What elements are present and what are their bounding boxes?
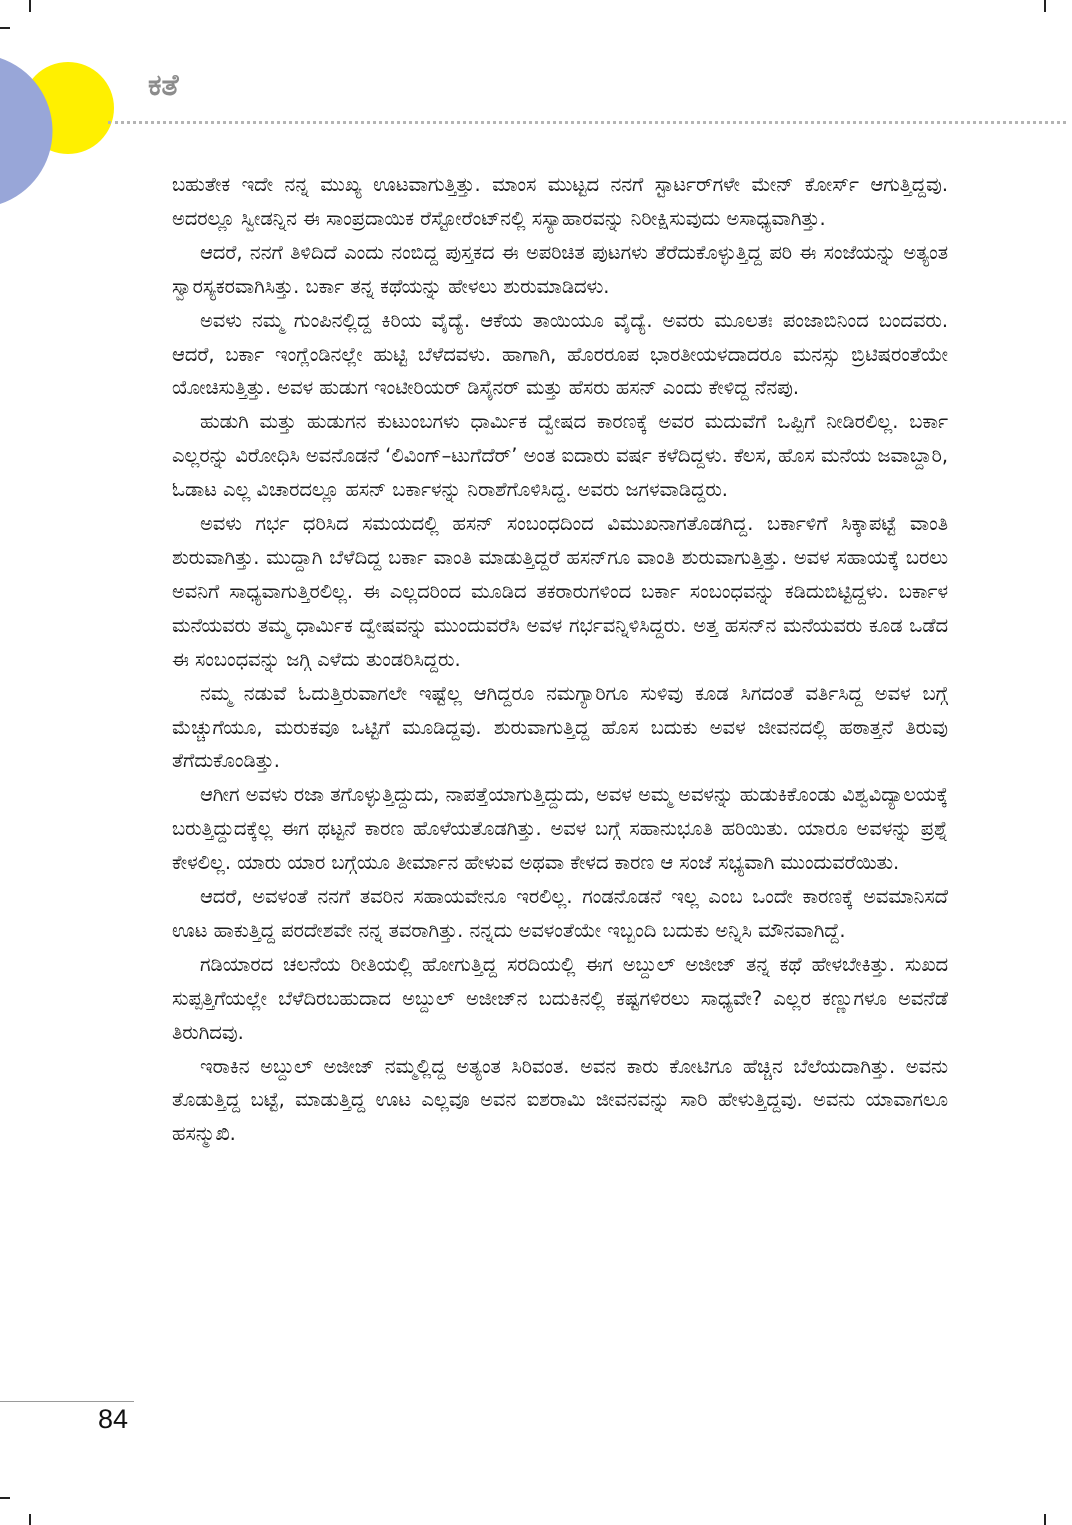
- paragraph: ಗಡಿಯಾರದ ಚಲನೆಯ ರೀತಿಯಲ್ಲಿ ಹೋಗುತ್ತಿದ್ದ ಸರದಿಯಲ್ಲಿ ಈಗ ಅಬ್ದುಲ್ ಅಜೀಜ್ ತನ್ನ ಕಥೆ ಹೇಳಬೇಕಿತ್ತು. ಸುಖದ ಸುಪ್ಪತ್ತಿಗೆಯಲ್ಲೇ ಬೆಳೆದಿರಬಹುದಾದ ಅಬ್ದುಲ್ ಅಜೀಜ್‌ನ ಬದುಕಿನಲ್ಲಿ ಕಷ್ಟಗಳಿರಲು ಸಾಧ್ಯವೇ? ಎಲ್ಲರ ಕಣ್ಣುಗಳೂ ಅವನೆಡೆ ತಿರುಗಿದವು.: [172, 952, 948, 1044]
- paragraph: ಅವಳು ಗರ್ಭ ಧರಿಸಿದ ಸಮಯದಲ್ಲಿ ಹಸನ್ ಸಂಬಂಧದಿಂದ ವಿಮುಖನಾಗತೊಡಗಿದ್ದ. ಬರ್ಕಾಳಿಗೆ ಸಿಕ್ಕಾಪಟ್ಟೆ ವಾಂತಿ ಶುರುವಾಗಿತ್ತು. ಮುದ್ದಾಗಿ ಬೆಳೆದಿದ್ದ ಬರ್ಕಾ ವಾಂತಿ ಮಾಡುತ್ತಿದ್ದರೆ ಹಸನ್‌ಗೂ ವಾಂತಿ ಶುರುವಾಗುತ್ತಿತ್ತು. ಅವಳ ಸಹಾಯಕ್ಕೆ ಬರಲು ಅವನಿಗೆ ಸಾಧ್ಯವಾಗುತ್ತಿರಲಿಲ್ಲ. ಈ ಎಲ್ಲದರಿಂದ ಮೂಡಿದ ತಕರಾರುಗಳಿಂದ ಬರ್ಕಾ ಸಂಬಂಧವನ್ನು ಕಡಿದುಬಿಟ್ಟಿದ್ದಳು. ಬರ್ಕಾಳ ಮನೆಯವರು ತಮ್ಮ ಧಾರ್ಮಿಕ ದ್ವೇಷವನ್ನು ಮುಂದುವರೆಸಿ ಅವಳ ಗರ್ಭವನ್ನಿಳಿಸಿದ್ದರು. ಅತ್ತ ಹಸನ್‌ನ ಮನೆಯವರು ಕೂಡ ಒಡೆದ ಈ ಸಂಬಂಧವನ್ನು ಜಗ್ಗಿ ಎಳೆದು ತುಂಡರಿಸಿದ್ದರು.: [172, 512, 948, 671]
- page-number: 84: [98, 1404, 129, 1434]
- paragraph: ಅವಳು ನಮ್ಮ ಗುಂಪಿನಲ್ಲಿದ್ದ ಕಿರಿಯ ವೈದ್ಯೆ. ಆಕೆಯ ತಾಯಿಯೂ ವೈದ್ಯೆ. ಅವರು ಮೂಲತಃ ಪಂಜಾಬಿನಿಂದ ಬಂದವರು. ಆದರೆ, ಬರ್ಕಾ ಇಂಗ್ಲೆಂಡಿನಲ್ಲೇ ಹುಟ್ಟಿ ಬೆಳೆದವಳು. ಹಾಗಾಗಿ, ಹೊರರೂಪ ಭಾರತೀಯಳದಾದರೂ ಮನಸ್ಸು ಬ್ರಿಟಿಷರಂತೆಯೇ ಯೋಚಿಸುತ್ತಿತ್ತು. ಅವಳ ಹುಡುಗ ಇಂಟೀರಿಯರ್ ಡಿಸೈನರ್ ಮತ್ತು ಹೆಸರು ಹಸನ್ ಎಂದು ಕೇಳಿದ್ದ ನೆನಪು.: [172, 308, 948, 400]
- crop-mark-top-right-vertical: [1044, 0, 1046, 12]
- story-body: [172, 168, 948, 1151]
- paragraph: ಆದರೆ, ನನಗೆ ತಿಳಿದಿದೆ ಎಂದು ನಂಬಿದ್ದ ಪುಸ್ತಕದ ಈ ಅಪರಿಚಿತ ಪುಟಗಳು ತೆರೆದುಕೊಳ್ಳುತ್ತಿದ್ದ ಪರಿ ಈ ಸಂಜೆಯನ್ನು ಅತ್ಯಂತ ಸ್ವಾರಸ್ಯಕರವಾಗಿಸಿತ್ತು. ಬರ್ಕಾ ತನ್ನ ಕಥೆಯನ್ನು ಹೇಳಲು ಶುರುಮಾಡಿದಳು.: [172, 240, 948, 298]
- paragraph: ಆಗೀಗ ಅವಳು ರಜಾ ತಗೊಳ್ಳುತ್ತಿದ್ದುದು, ನಾಪತ್ತೆಯಾಗುತ್ತಿದ್ದುದು, ಅವಳ ಅಮ್ಮ ಅವಳನ್ನು ಹುಡುಕಿಕೊಂಡು ವಿಶ್ವವಿದ್ಯಾಲಯಕ್ಕೆ ಬರುತ್ತಿದ್ದುದಕ್ಕೆಲ್ಲ ಈಗ ಥಟ್ಟನೆ ಕಾರಣ ಹೊಳೆಯತೊಡಗಿತ್ತು. ಅವಳ ಬಗ್ಗೆ ಸಹಾನುಭೂತಿ ಹರಿಯಿತು. ಯಾರೂ ಅವಳನ್ನು ಪ್ರಶ್ನೆ ಕೇಳಲಿಲ್ಲ. ಯಾರು ಯಾರ ಬಗ್ಗೆಯೂ ತೀರ್ಮಾನ ಹೇಳುವ ಅಥವಾ ಕೇಳದ ಕಾರಣ ಆ ಸಂಜೆ ಸಭ್ಯವಾಗಿ ಮುಂದುವರೆಯಿತು.: [172, 783, 948, 875]
- crop-mark-bottom-right-vertical: [1044, 1514, 1046, 1525]
- paragraph: ಆದರೆ, ಅವಳಂತೆ ನನಗೆ ತವರಿನ ಸಹಾಯವೇನೂ ಇರಲಿಲ್ಲ. ಗಂಡನೊಡನೆ ಇಲ್ಲ ಎಂಬ ಒಂದೇ ಕಾರಣಕ್ಕೆ ಅವಮಾನಿಸದೆ ಊಟ ಹಾಕುತ್ತಿದ್ದ ಪರದೇಶವೇ ನನ್ನ ತವರಾಗಿತ್ತು. ನನ್ನದು ಅವಳಂತೆಯೇ ಇಬ್ಬಂದಿ ಬದುಕು ಅನ್ನಿಸಿ ಮೌನವಾಗಿದ್ದೆ.: [172, 885, 948, 942]
- crop-mark-bottom-left-horizontal: [0, 1497, 10, 1499]
- crop-mark-bottom-left-vertical: [29, 1514, 31, 1525]
- paragraph: ಹುಡುಗಿ ಮತ್ತು ಹುಡುಗನ ಕುಟುಂಬಗಳು ಧಾರ್ಮಿಕ ದ್ವೇಷದ ಕಾರಣಕ್ಕೆ ಅವರ ಮದುವೆಗೆ ಒಪ್ಪಿಗೆ ನೀಡಿರಲಿಲ್ಲ. ಬರ್ಕಾ ಎಲ್ಲರನ್ನು ವಿರೋಧಿಸಿ ಅವನೊಡನೆ ‘ಲಿವಿಂಗ್–ಟುಗೆದೆರ್’ ಅಂತ ಐದಾರು ವರ್ಷ ಕಳೆದಿದ್ದಳು. ಕೆಲಸ, ಹೊಸ ಮನೆಯ ಜವಾಬ್ದಾರಿ, ಓಡಾಟ ಎಲ್ಲ ವಿಚಾರದಲ್ಲೂ ಹಸನ್ ಬರ್ಕಾಳನ್ನು ನಿರಾಶೆಗೊಳಿಸಿದ್ದ. ಅವರು ಜಗಳವಾಡಿದ್ದರು.: [172, 410, 948, 502]
- paragraph: ನಮ್ಮ ನಡುವೆ ಓದುತ್ತಿರುವಾಗಲೇ ಇಷ್ಟೆಲ್ಲ ಆಗಿದ್ದರೂ ನಮಗ್ಯಾರಿಗೂ ಸುಳಿವು ಕೂಡ ಸಿಗದಂತೆ ವರ್ತಿಸಿದ್ದ ಅವಳ ಬಗ್ಗೆ ಮೆಚ್ಚುಗೆಯೂ, ಮರುಕವೂ ಒಟ್ಟಿಗೆ ಮೂಡಿದ್ದವು. ಶುರುವಾಗುತ್ತಿದ್ದ ಹೊಸ ಬದುಕು ಅವಳ ಜೀವನದಲ್ಲಿ ಹಠಾತ್ತನೆ ತಿರುವು ತೆಗೆದುಕೊಂಡಿತ್ತು.: [172, 681, 948, 773]
- paragraph: ಇರಾಕಿನ ಅಬ್ದುಲ್ ಅಜೀಜ್ ನಮ್ಮಲ್ಲಿದ್ದ ಅತ್ಯಂತ ಸಿರಿವಂತ. ಅವನ ಕಾರು ಕೋಟಿಗೂ ಹೆಚ್ಚಿನ ಬೆಲೆಯದಾಗಿತ್ತು. ಅವನು ತೊಡುತ್ತಿದ್ದ ಬಟ್ಟೆ, ಮಾಡುತ್ತಿದ್ದ ಊಟ ಎಲ್ಲವೂ ಅವನ ಐಶರಾಮಿ ಜೀವನವನ್ನು ಸಾರಿ ಹೇಳುತ್ತಿದ್ದವು. ಅವನು ಯಾವಾಗಲೂ ಹಸನ್ಮುಖಿ.: [172, 1054, 948, 1146]
- crop-mark-top-left-vertical: [29, 0, 31, 12]
- crop-mark-top-left-horizontal: [0, 27, 10, 29]
- paragraph: ಬಹುತೇಕ ಇದೇ ನನ್ನ ಮುಖ್ಯ ಊಟವಾಗುತ್ತಿತ್ತು. ಮಾಂಸ ಮುಟ್ಟದ ನನಗೆ ಸ್ಟಾರ್ಟರ್‌ಗಳೇ ಮೇನ್ ಕೋರ್ಸ್ ಆಗುತ್ತಿದ್ದವು. ಅದರಲ್ಲೂ ಸ್ವೀಡನ್ನಿನ ಈ ಸಾಂಪ್ರದಾಯಿಕ ರೆಸ್ಟೋರೆಂಟ್‌ನಲ್ಲಿ ಸಸ್ಯಾಹಾರವನ್ನು ನಿರೀಕ್ಷಿಸುವುದು ಅಸಾಧ್ಯವಾಗಿತ್ತು.: [172, 173, 948, 230]
- decorative-circles-graphic: [0, 50, 125, 210]
- section-title: ಕತೆ: [148, 68, 179, 103]
- header-dotted-divider: [108, 121, 1066, 124]
